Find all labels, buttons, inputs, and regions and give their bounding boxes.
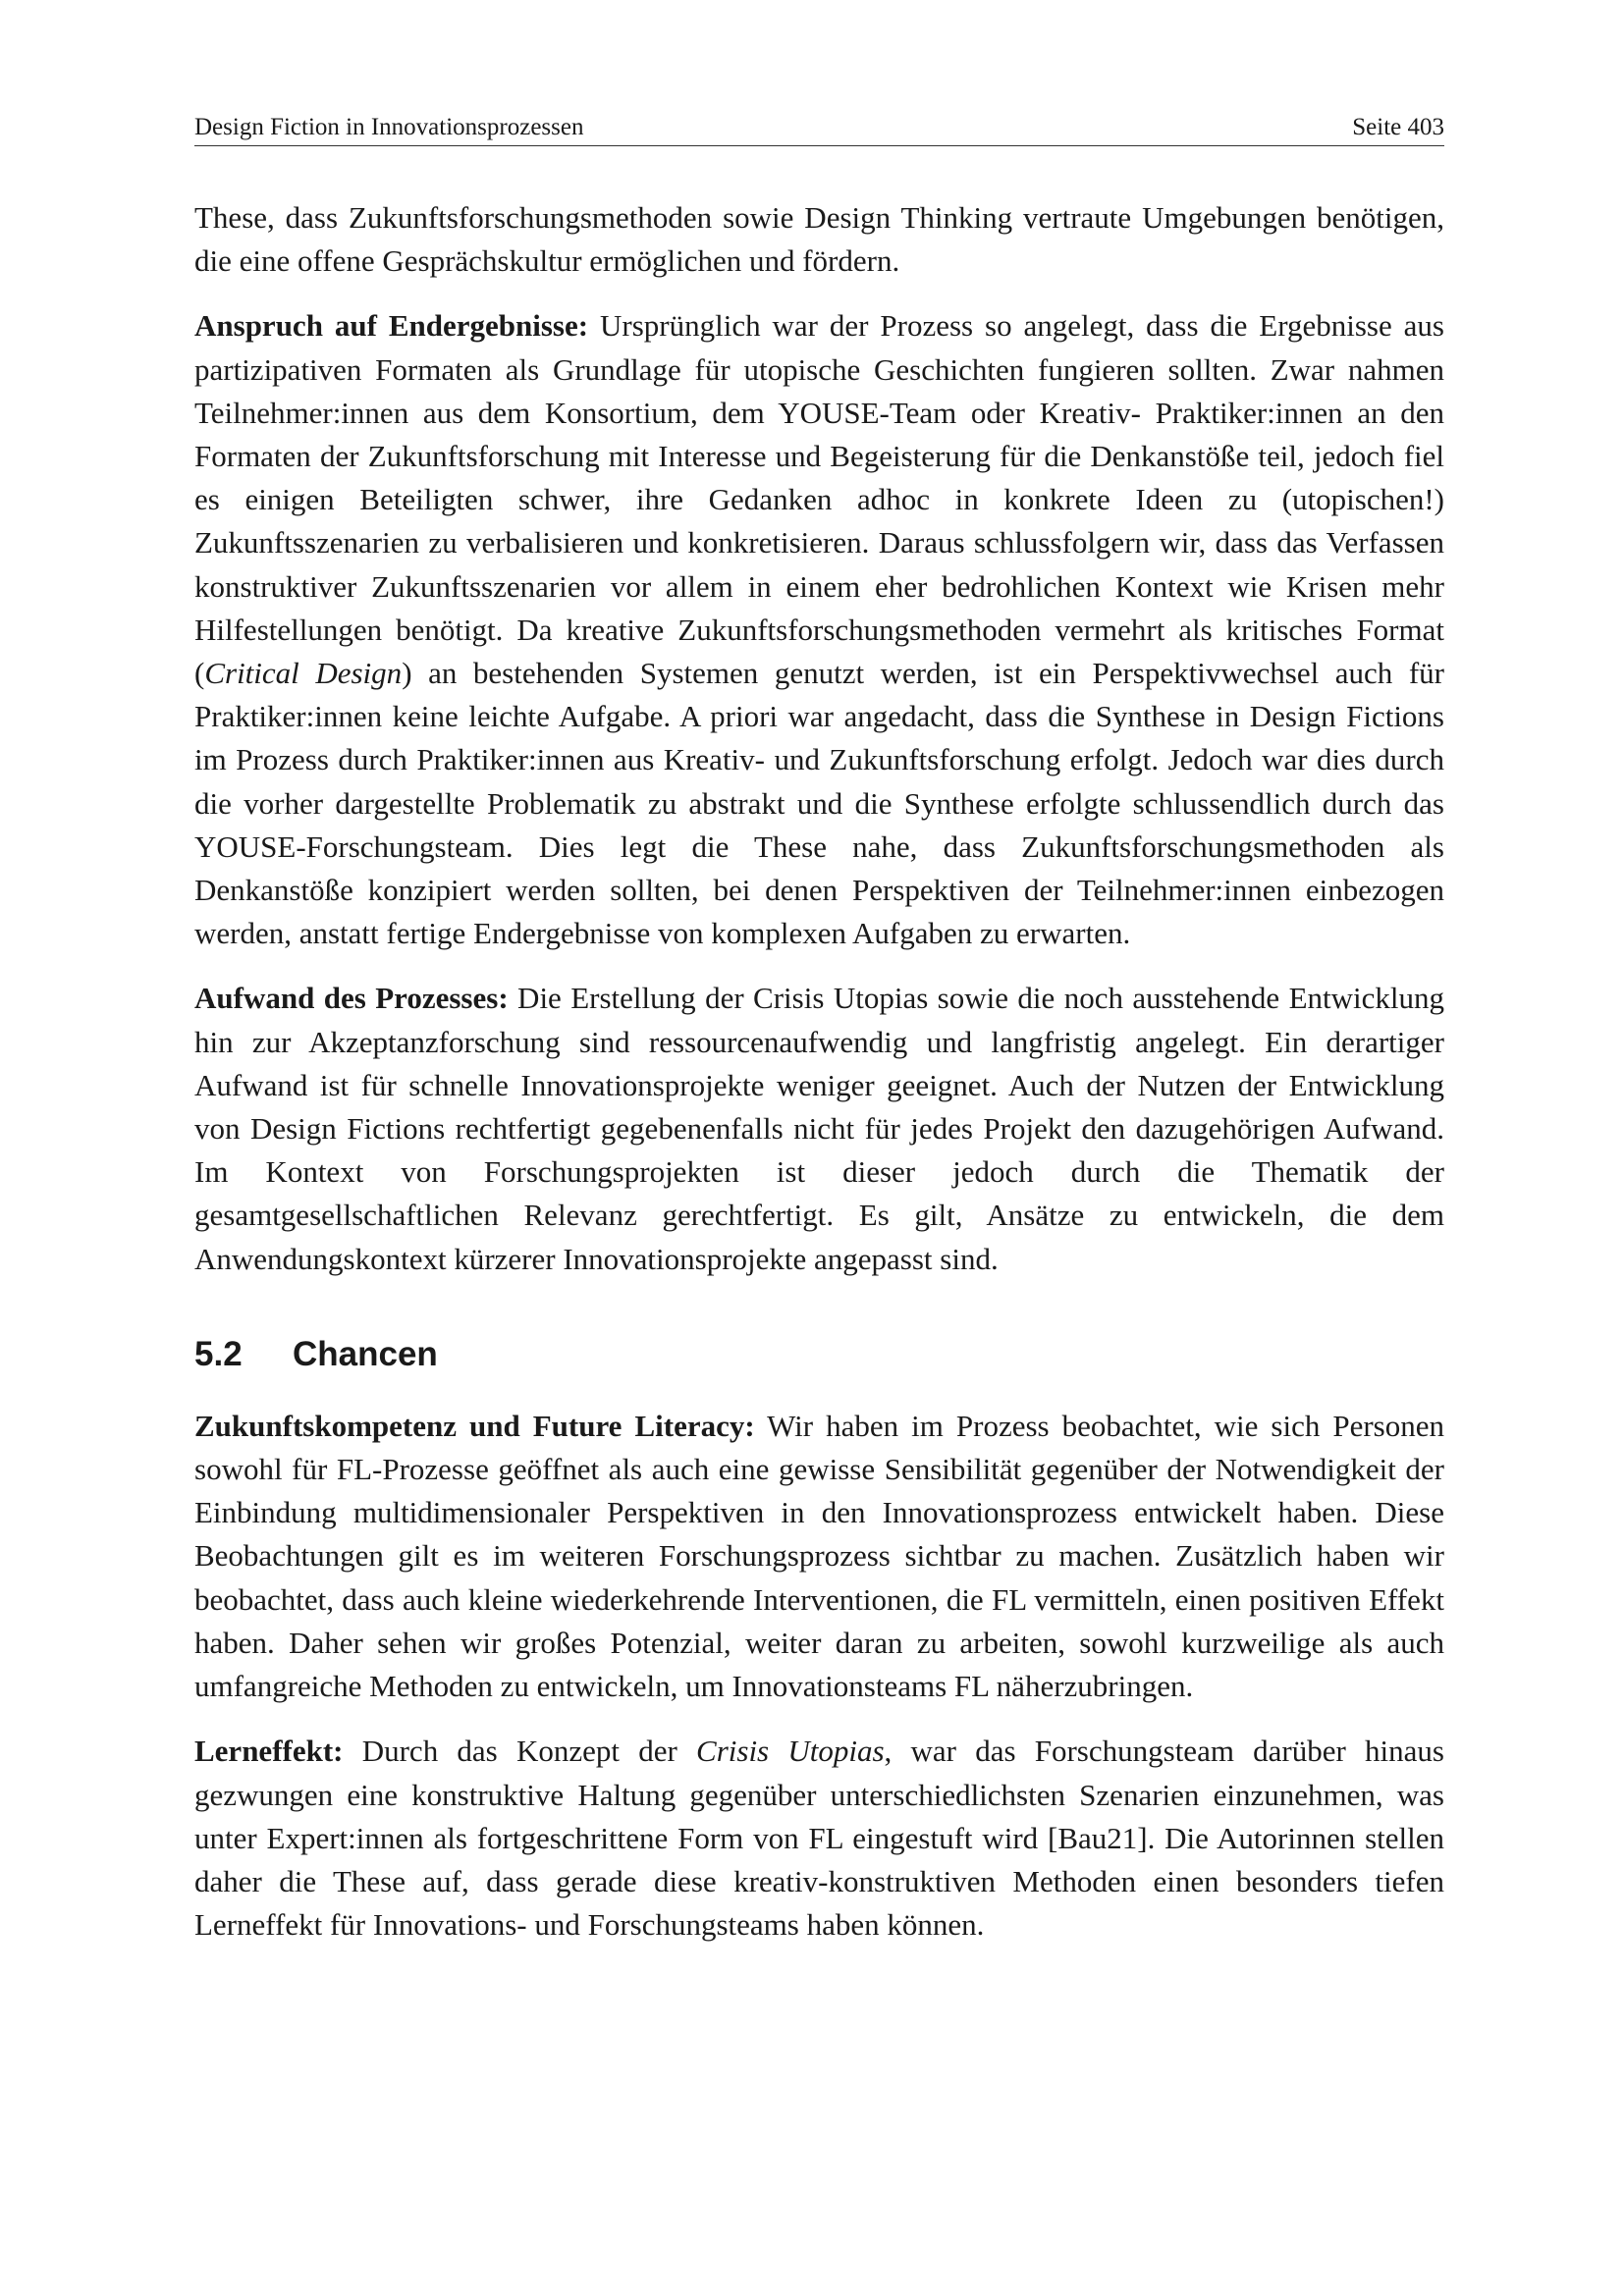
- paragraph-text: , war das Forschungsteam darüber hinaus gezwungen eine konstruktive Haltung gegenüber unterschiedlichsten Szenarien einzunehmen, was unter Expert:innen als fortgeschrittene Form von FL eingestuft wird [Bau21]. Die Autorinnen stellen daher die These auf, dass gerade diese kreativ-konstruktiven Methoden einen besonders tiefen Lerneffekt für Innovations- und Forschungsteams haben können.: [194, 1734, 1444, 1943]
- paragraph-text: These, dass Zukunftsforschungsmethoden sowie Design Thinking vertraute Umgebungen benötigen, die eine offene Gesprächskultur ermöglichen und fördern.: [194, 200, 1444, 279]
- italic-term: Crisis Utopias: [696, 1734, 885, 1769]
- paragraph-zukunftskompetenz: [194, 1405, 1444, 1708]
- page-number: Seite 403: [1352, 114, 1444, 140]
- paragraph-aufwand: [194, 977, 1444, 1280]
- section-heading: [194, 1333, 1444, 1376]
- page-content: [194, 196, 1444, 1947]
- running-title: Design Fiction in Innovationsprozessen: [194, 114, 584, 140]
- paragraph-label: Anspruch auf Endergebnisse:: [194, 308, 589, 344]
- page-header: [194, 106, 1444, 146]
- paragraph-text: Die Erstellung der Crisis Utopias sowie die noch ausstehende Entwicklung hin zur Akzeptanzforschung sind ressourcenaufwendig und langfristig angelegt. Ein derartiger Aufwand ist für schnelle Innovationsprojekte weniger geeignet. Auch der Nutzen der Entwicklung von Design Fictions rechtfertigt gegebenenfalls nicht für jedes Projekt den dazugehörigen Aufwand. Im Kontext von Forschungsprojekten ist dieser jedoch durch die Thematik der gesamtgesellschaftlichen Relevanz gerechtfertigt. Es gilt, Ansätze zu entwickeln, die dem Anwendungskontext kürzerer Innovationsprojekte angepasst sind.: [194, 981, 1444, 1276]
- paragraph-text: Ursprünglich war der Prozess so angelegt, dass die Ergebnisse aus partizipativen Formaten als Grundlage für utopische Geschichten fungieren sollten. Zwar nahmen Teilnehmer:innen aus dem Konsortium, dem YOUSE-Team oder Kreativ- Praktiker:innen an den Formaten der Zukunftsforschung mit Interesse und Begeisterung für die Denkanstöße teil, jedoch fiel es einigen Beteiligten schwer, ihre Gedanken adhoc in konkrete Ideen zu (utopischen!) Zukunftsszenarien zu verbalisieren und konkretisieren. Daraus schlussfolgern wir, dass das Verfassen konstruktiver Zukunftsszenarien vor allem in einem eher bedrohlichen Kontext wie Krisen mehr Hilfestellungen benötigt. Da kreative Zukunftsforschungsmethoden vermehrt als kritisches Format (: [194, 308, 1444, 691]
- paragraph-text: Durch das Konzept der: [343, 1734, 697, 1769]
- section-title: Chancen: [293, 1334, 438, 1373]
- paragraph-label: Lerneffekt:: [194, 1734, 344, 1769]
- paragraph-text: ) an bestehenden Systemen genutzt werden, ist ein Perspektivwechsel auch für Praktiker:innen keine leichte Aufgabe. A priori war angedacht, dass die Synthese in Design Fictions im Prozess durch Praktiker:innen aus Kreativ- und Zukunftsforschung erfolgt. Jedoch war dies durch die vorher dargestellte Problematik zu abstrakt und die Synthese erfolgte schlussendlich durch das YOUSE-Forschungsteam. Dies legt die These nahe, dass Zukunftsforschungsmethoden als Denkanstöße konzipiert werden sollten, bei denen Perspektiven der Teilnehmer:innen einbezogen werden, anstatt fertige Endergebnisse von komplexen Aufgaben zu erwarten.: [194, 656, 1445, 951]
- paragraph-text: Wir haben im Prozess beobachtet, wie sich Personen sowohl für FL-Prozesse geöffnet als auch eine gewisse Sensibilität gegenüber der Notwendigkeit der Einbindung multidimensionaler Perspektiven in den Innovationsprozess entwickelt haben. Diese Beobachtungen gilt es im weiteren Forschungsprozess sichtbar zu machen. Zusätzlich haben wir beobachtet, dass auch kleine wiederkehrende Interventionen, die FL vermitteln, einen positiven Effekt haben. Daher sehen wir großes Potenzial, weiter daran zu arbeiten, sowohl kurzweilige als auch umfangreiche Methoden zu entwickeln, um Innovationsteams FL näherzubringen.: [194, 1408, 1445, 1704]
- italic-term: Critical Design: [204, 656, 403, 691]
- paragraph-label: Aufwand des Prozesses:: [194, 981, 509, 1016]
- paragraph-continuation: [194, 196, 1444, 283]
- paragraph-lerneffekt: [194, 1730, 1444, 1947]
- paragraph-label: Zukunftskompetenz und Future Literacy:: [194, 1408, 755, 1443]
- section-number: 5.2: [194, 1334, 243, 1373]
- paragraph-anspruch: [194, 304, 1444, 955]
